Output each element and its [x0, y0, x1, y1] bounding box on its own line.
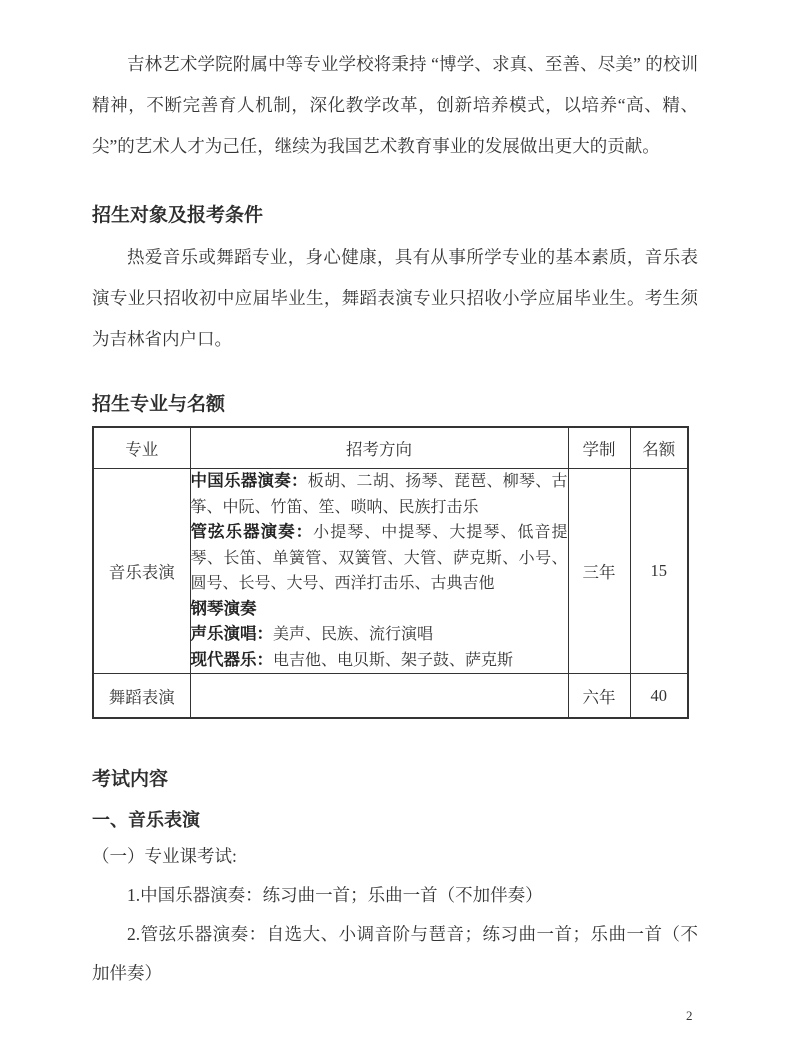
direction-item — [191, 469, 568, 520]
direction-cell — [190, 469, 568, 674]
direction-text: 小提琴、中提琴、大提琴、低音提琴、长笛、单簧管、双簧管、大管、萨克斯、小号、圆号、长号、大号、西洋打击乐、古典吉他 — [190, 524, 568, 592]
column-header-duration: 学制 — [568, 427, 630, 469]
direction-label: 声乐演唱： — [190, 625, 273, 643]
direction-cell — [190, 674, 568, 719]
table-row — [93, 674, 688, 719]
duration-cell: 六年 — [568, 674, 630, 719]
direction-item — [191, 520, 568, 597]
section-heading-admission-requirements: 招生对象及报考条件 — [92, 205, 264, 226]
column-header-direction: 招考方向 — [190, 427, 568, 469]
direction-label: 钢琴演奏 — [190, 599, 257, 618]
duration-cell: 三年 — [568, 469, 630, 674]
direction-text: 电吉他、电贝斯、架子鼓、萨克斯 — [273, 651, 514, 669]
exam-item: 2.管弦乐器演奏：自选大、小调音阶与琶音；练习曲一首；乐曲一首（不加伴奏） — [92, 924, 698, 983]
direction-label: 中国乐器演奏： — [190, 472, 308, 490]
direction-text: 美声、民族、流行演唱 — [273, 626, 434, 643]
quota-cell: 15 — [630, 469, 688, 674]
section-heading-majors-quota: 招生专业与名额 — [92, 394, 226, 415]
table-row — [93, 469, 688, 674]
admission-requirements-paragraph: 热爱音乐或舞蹈专业，身心健康，具有从事所学专业的基本素质，音乐表演专业只招收初中应届毕业生，舞蹈表演专业只招收小学应届毕业生。考生须为吉林省内户口。 — [92, 247, 698, 349]
intro-paragraph: 吉林艺术学院附属中等专业学校将秉持 “博学、求真、至善、尽美” 的校训精神，不断完善育人机制，深化教学改革，创新培养模式，以培养“高、精、尖”的艺术人才为己任，继续为我国艺术教育事业的发展做出更大的贡献。 — [92, 54, 698, 156]
direction-item — [191, 622, 568, 648]
major-cell: 音乐表演 — [93, 469, 190, 674]
exam-item: （一）专业课考试: — [92, 846, 237, 866]
direction-text: 板胡、二胡、扬琴、琵琶、柳琴、古筝、中阮、竹笛、笙、唢呐、民族打击乐 — [190, 473, 568, 516]
exam-subheading-music-performance: 一、音乐表演 — [92, 810, 200, 830]
column-header-major: 专业 — [93, 427, 190, 469]
table-header-row — [93, 427, 688, 469]
major-cell: 舞蹈表演 — [93, 674, 190, 719]
direction-item — [191, 597, 568, 623]
quota-cell: 40 — [630, 674, 688, 719]
section-heading-exam-content: 考试内容 — [92, 769, 169, 790]
direction-label: 管弦乐器演奏： — [190, 523, 314, 541]
majors-quota-table — [92, 426, 689, 719]
page-number: 2 — [686, 1008, 693, 1023]
exam-items-list — [92, 837, 698, 993]
exam-item: 1.中国乐器演奏：练习曲一首；乐曲一首（不加伴奏） — [127, 885, 543, 905]
direction-label: 现代器乐： — [190, 650, 273, 669]
direction-item — [191, 648, 568, 674]
document-content — [92, 0, 698, 993]
column-header-quota: 名额 — [630, 427, 688, 469]
